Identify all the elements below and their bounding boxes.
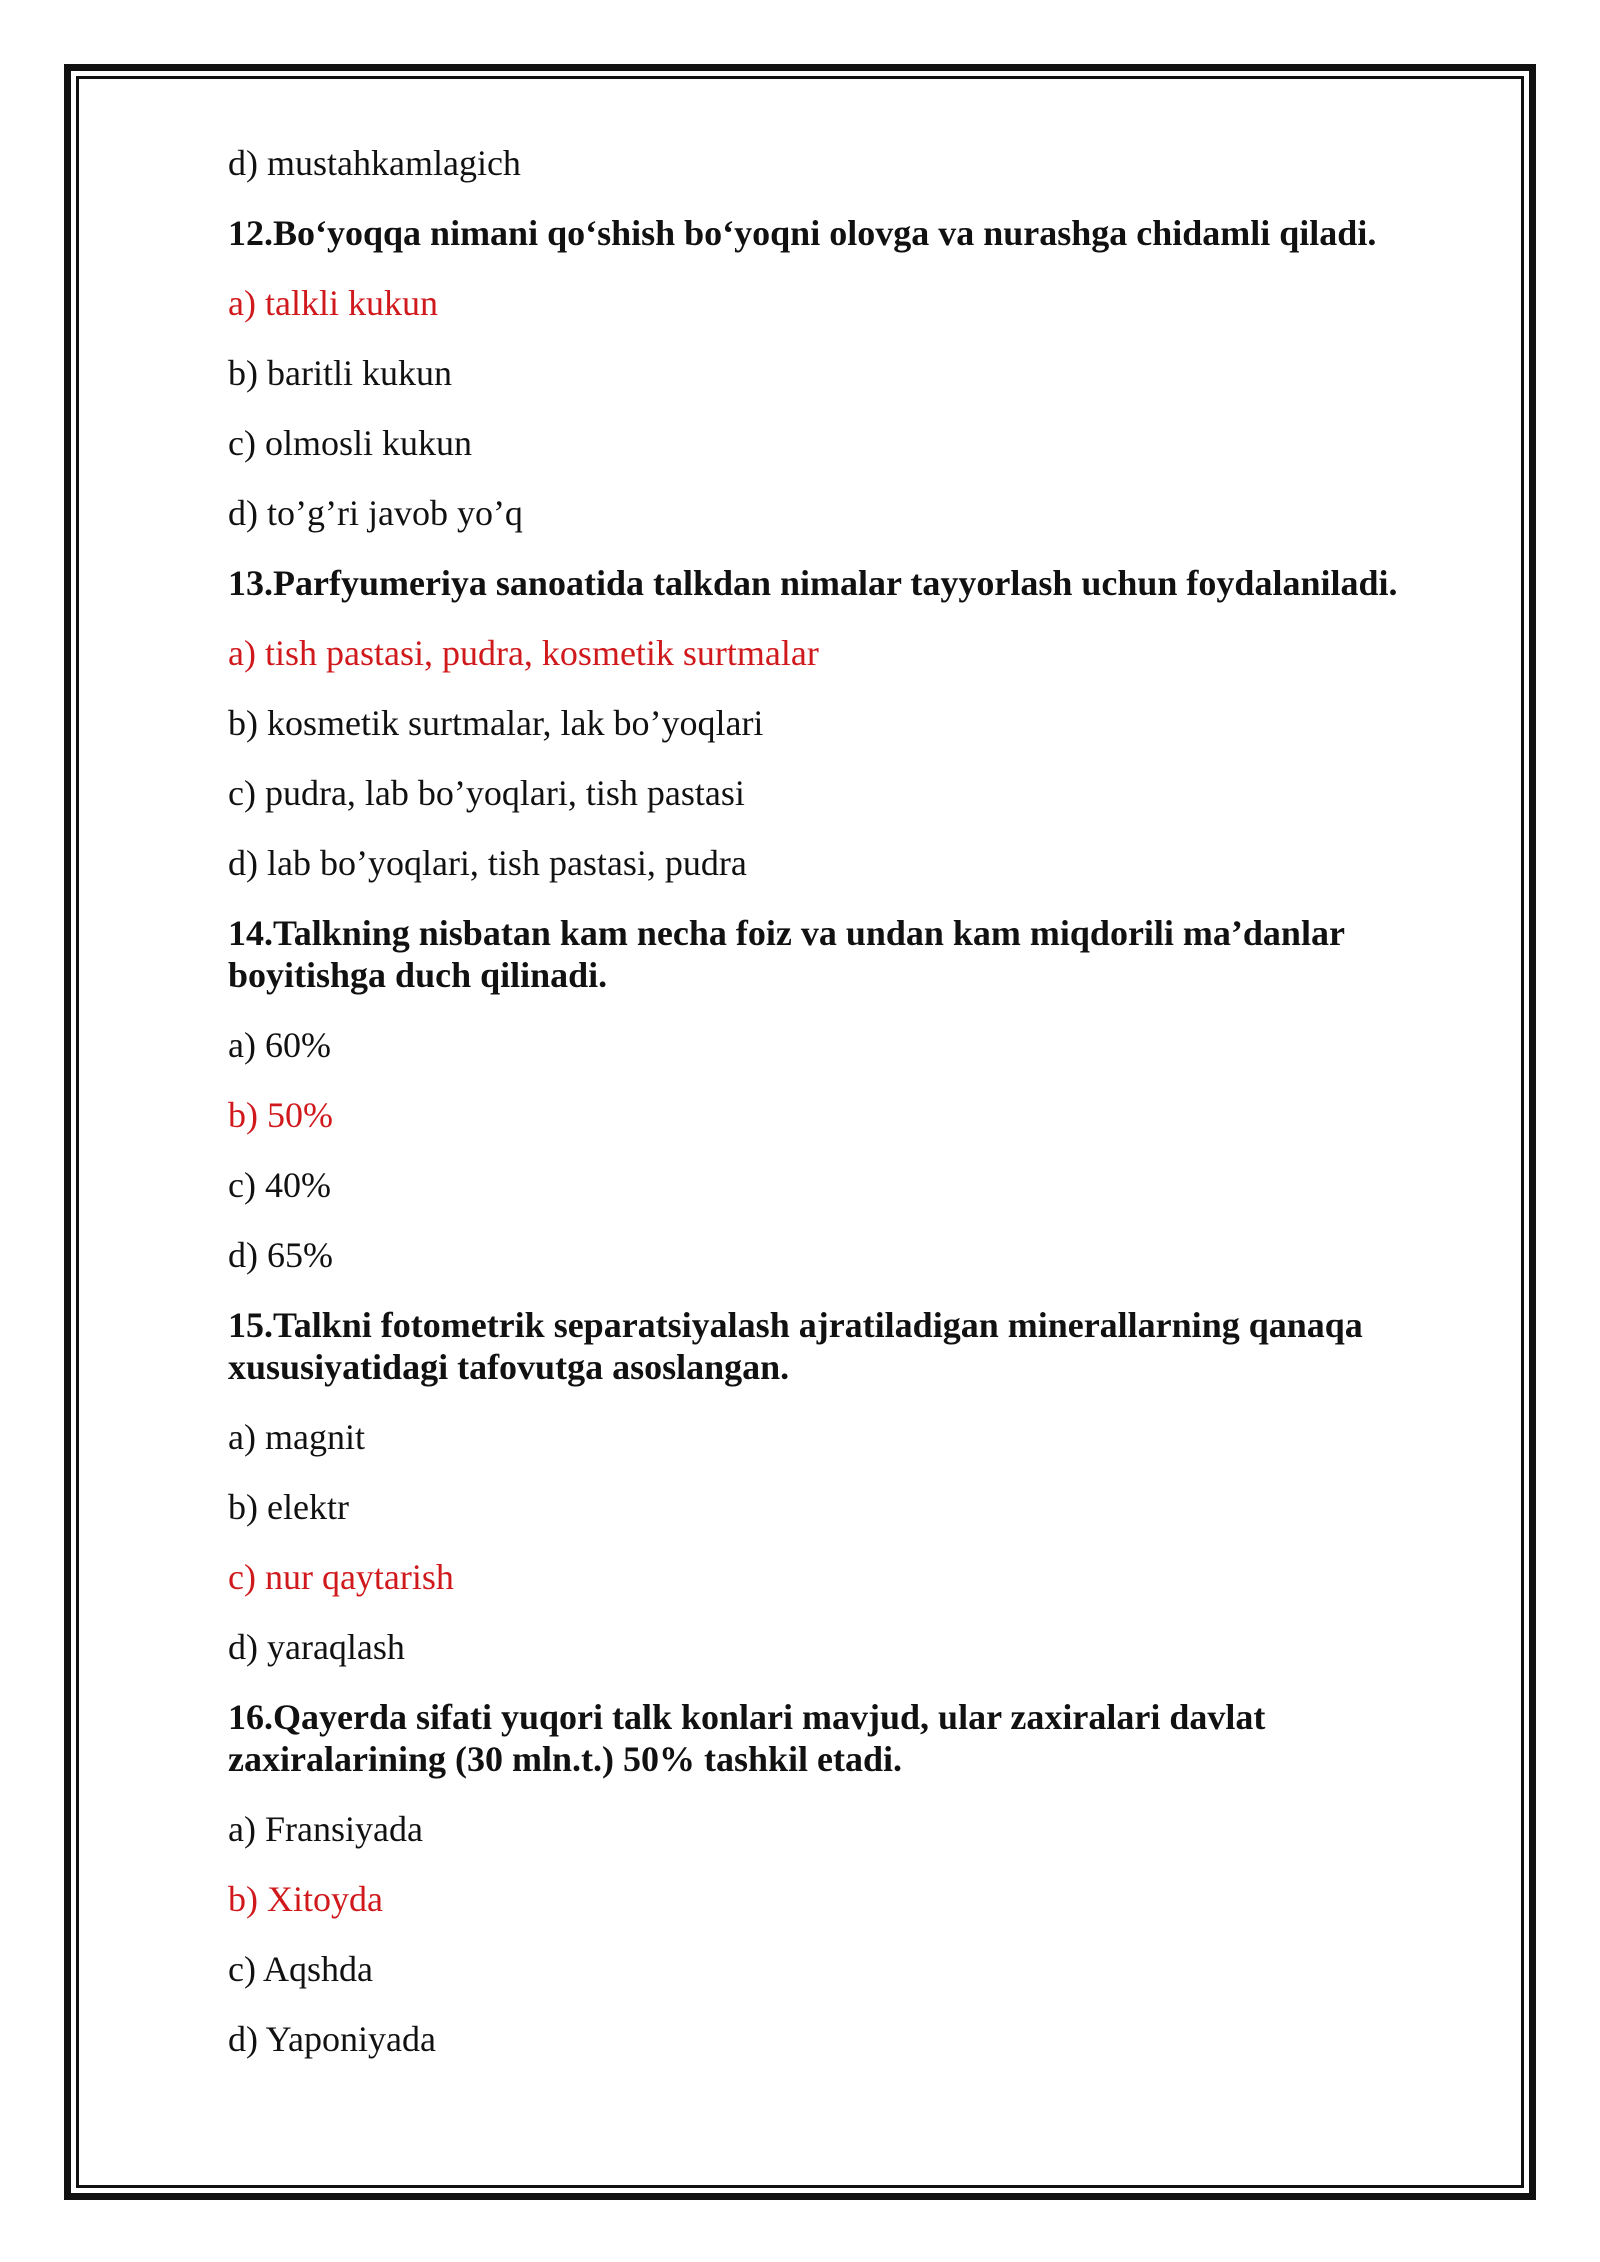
option-13-d: d) lab bo’yoqlari, tish pastasi, pudra [228,843,747,883]
question-15-line-1: 15.Talkni fotometrik separatsiyalash ajratiladigan minerallarning qanaqa [228,1305,1363,1345]
option-11-d: d) mustahkamlagich [228,143,521,183]
question-14-line-2: boyitishga duch qilinadi. [228,955,608,995]
option-13-a-correct: a) tish pastasi, pudra, kosmetik surtmalar [228,633,819,673]
question-14-line-1: 14.Talkning nisbatan kam necha foiz va undan kam miqdorili ma’danlar [228,913,1345,953]
question-14 [228,912,1468,996]
option-14-d: d) 65% [228,1235,333,1275]
option-15-a: a) magnit [228,1417,365,1457]
question-13: 13.Parfyumeriya sanoatida talkdan nimalar tayyorlash uchun foydalaniladi. [228,563,1398,603]
option-15-c-correct: c) nur qaytarish [228,1557,454,1597]
option-15-b: b) elektr [228,1487,349,1527]
option-14-c: c) 40% [228,1165,331,1205]
option-12-c: c) olmosli kukun [228,423,472,463]
option-12-a-correct: a) talkli kukun [228,283,438,323]
question-12: 12.Bo‘yoqqa nimani qo‘shish bo‘yoqni olovga va nurashga chidamli qiladi. [228,213,1377,253]
option-16-a: a) Fransiyada [228,1809,423,1849]
option-16-c: c) Aqshda [228,1949,373,1989]
option-14-a: a) 60% [228,1025,331,1065]
option-14-b-correct: b) 50% [228,1095,333,1135]
option-12-b: b) baritli kukun [228,353,452,393]
option-16-b-correct: b) Xitoyda [228,1879,383,1919]
question-15 [228,1304,1468,1388]
option-12-d: d) to’g’ri javob yo’q [228,493,523,533]
option-13-c: c) pudra, lab bo’yoqlari, tish pastasi [228,773,745,813]
question-16-line-1: 16.Qayerda sifati yuqori talk konlari mavjud, ular zaxiralari davlat [228,1697,1266,1737]
option-16-d: d) Yaponiyada [228,2019,436,2059]
document-body [228,142,1468,2088]
option-15-d: d) yaraqlash [228,1627,405,1667]
option-13-b: b) kosmetik surtmalar, lak bo’yoqlari [228,703,764,743]
question-16 [228,1696,1468,1780]
question-15-line-2: xususiyatidagi tafovutga asoslangan. [228,1347,790,1387]
question-16-line-2: zaxiralarining (30 mln.t.) 50% tashkil etadi. [228,1739,902,1779]
